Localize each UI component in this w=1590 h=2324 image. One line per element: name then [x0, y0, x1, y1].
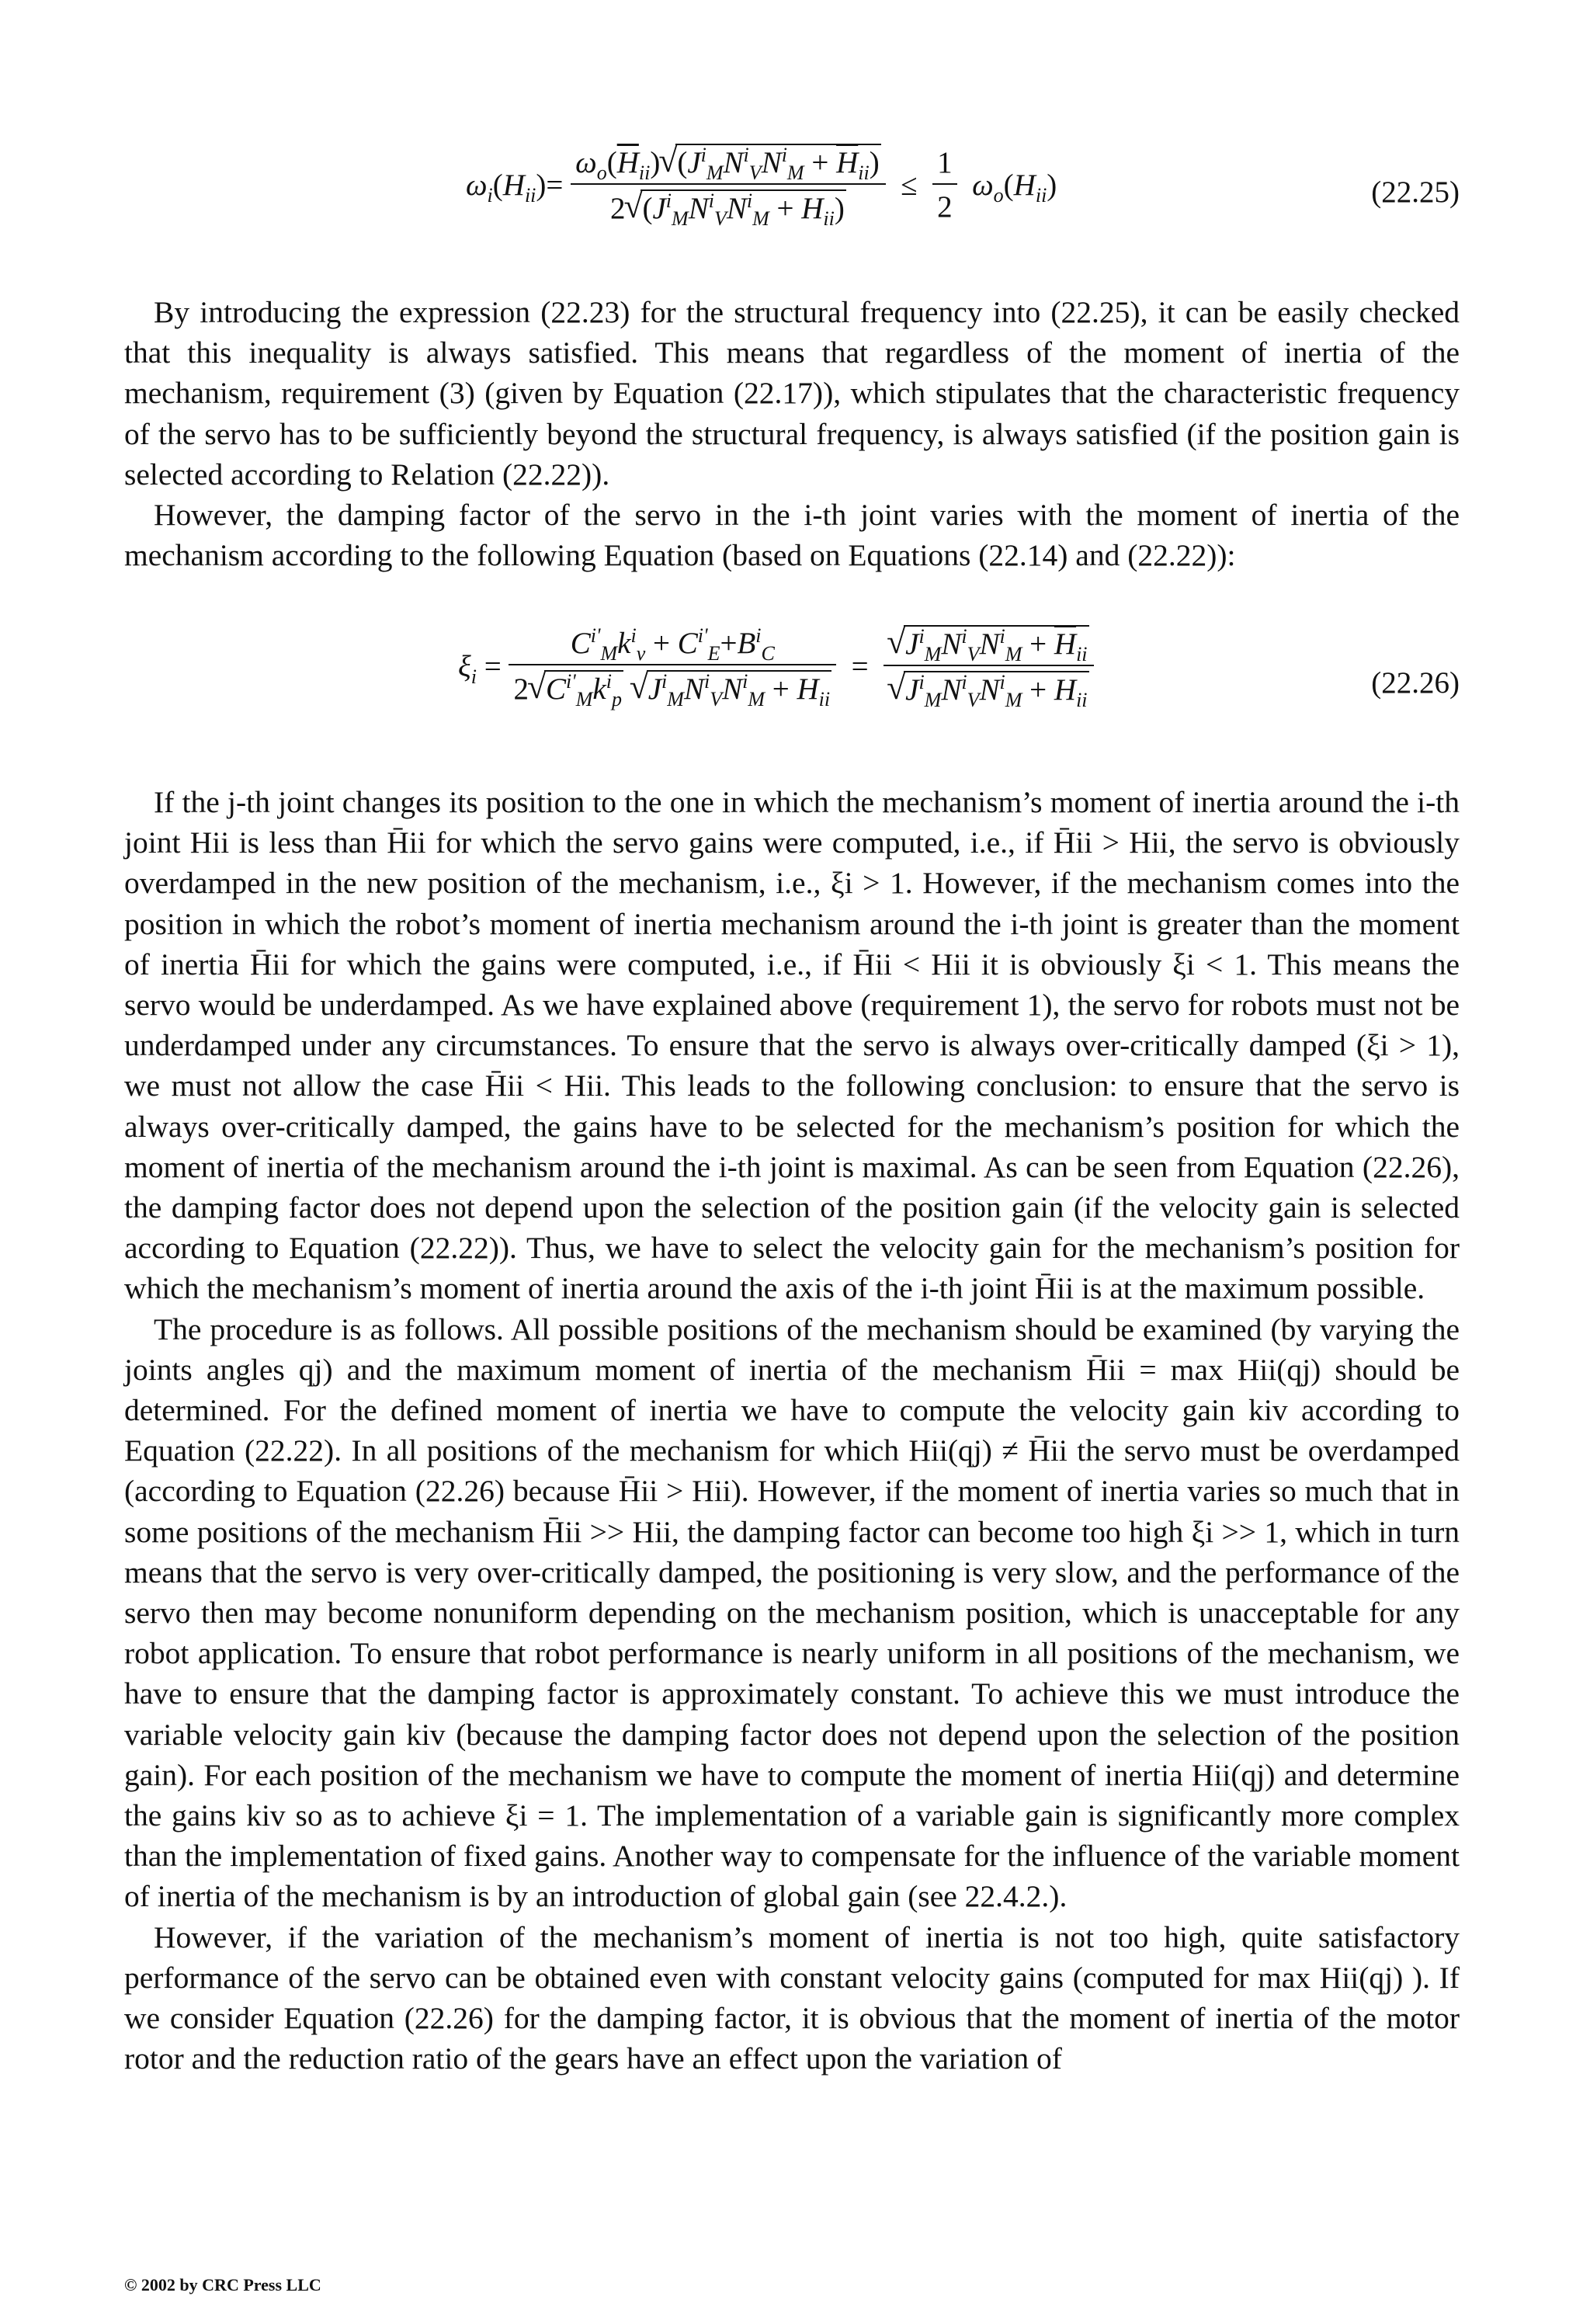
equation-number: (22.25) [1371, 175, 1460, 209]
text-block-2 [124, 782, 1460, 2079]
equation-22-25-body: $\omega_i(H_{ii})=$ $\frac{\omega_o(\overline{H}_{ii}) √ (J^i_MN^i_VN^i_M + \overline{H}_{ii})}{2 √ (J^i_MN^i_VN^i_M + H_{ii})}$ ≤ $\frac{1}{2}$ $\omega_o(H_{ii})$ [466, 144, 1057, 226]
paragraph: However, the damping factor of the servo in the i-th joint varies with the moment of inertia of the mechanism according to the following Equation (based on Equations (22.14) and (22.22)): [124, 498, 1460, 573]
paragraph: However, if the variation of the mechanism’s moment of inertia is not too high, quite satisfactory performance of the servo can be obtained even with constant velocity gains (computed for max Hii(qj) ). If we consider Equation (22.26) for the damping factor, it is obvious that the moment of inertia of the motor rotor and the reduction ratio of the gears have an effect upon the variation of [124, 1919, 1460, 2076]
paragraph: By introducing the expression (22.23) for the structural frequency into (22.25), it can be easily checked that this inequality is always satisfied. This means that regardless of the moment of inertia of the mechanism, requirement (3) (given by Equation (22.17)), which stipulates that the characteristic frequency of the servo has to be sufficiently beyond the structural frequency, is always satisfied (if the position gain is selected according to Relation (22.22)). [124, 295, 1460, 492]
equation-number: (22.26) [1371, 666, 1460, 700]
equation-22-25 [124, 144, 1460, 252]
copyright-footer: © 2002 by CRC Press LLC [124, 2275, 321, 2294]
paragraph: If the j-th joint changes its position to the one in which the mechanism’s moment of inertia around the i-th joint Hii is less than H̄ii for which the servo gains were computed, i.e., if H̄ii > Hii, the servo is obviously overdamped in the new position of the mechanism, i.e., ξi > 1. However, if the mechanism comes into the position in which the robot’s moment of inertia mechanism around the i-th joint is greater than the moment of inertia H̄ii for which the gains were computed, i.e., if H̄ii < Hii it is obviously ξi < 1. This means the servo would be underdamped. As we have explained above (requirement 1), the servo for robots must not be underdamped under any circumstances. To ensure that the servo is always over-critically damped (ξi > 1), we must not allow the case H̄ii < Hii. This leads to the following conclusion: to ensure that the servo is always over-critically damped, the gains have to be selected for the mechanism’s position for which the moment of inertia of the mechanism around the i-th joint is maximal. As can be seen from Equation (22.26), the damping factor does not depend upon the selection of the position gain (if the velocity gain is selected according to Equation (22.22)). Thus, we have to select the velocity gain for the mechanism’s position for which the mechanism’s moment of inertia around the axis of the i-th joint H̄ii is at the maximum possible. [124, 785, 1460, 1306]
text-block-1 [124, 292, 1460, 575]
equation-22-26-body: $\xi_i$ = $\frac{C^{i'}_Mk^i_v + C^{i'}_E+B^i_C}{2 √ C^{i'}_Mk^i_p √ J^i_MN^i_VN^i_M + H_{ii}}$ = √ $J^i_MN^i_VN^i_M + \overline{H}_{ii}$ √ $J^i_MN^i_VN^i_M + H_{ii}$ [458, 625, 1094, 707]
equation-22-26 [124, 625, 1460, 749]
paragraph: The procedure is as follows. All possible positions of the mechanism should be examined (by varying the joints angles qj) and the maximum moment of inertia of the mechanism H̄ii = max Hii(qj) should be determined. For the defined moment of inertia we have to compute the velocity gain kiv according to Equation (22.22). In all positions of the mechanism for which Hii(qj) ≠ H̄ii the servo must be overdamped (according to Equation (22.26) because H̄ii > Hii). However, if the moment of inertia varies so much that in some positions of the mechanism H̄ii >> Hii, the damping factor can become too high ξi >> 1, which in turn means that the servo is very over-critically damped, the positioning is very slow, and the performance of the servo then may become nonuniform depending on the mechanism position, which is unacceptable for any robot application. To ensure that robot performance is nearly uniform in all positions of the mechanism, we have to ensure that the damping factor is approximately constant. To achieve this we must introduce the variable velocity gain kiv (because the damping factor does not depend upon the selection of the position gain). For each position of the mechanism we have to compute the moment of inertia Hii(qj) and determine the gains kiv so as to achieve ξi = 1. The implementation of a variable gain is significantly more complex than the implementation of fixed gains. Another way to compensate for the influence of the variable moment of inertia of the mechanism is by an introduction of global gain (see 22.4.2.). [124, 1311, 1460, 1914]
